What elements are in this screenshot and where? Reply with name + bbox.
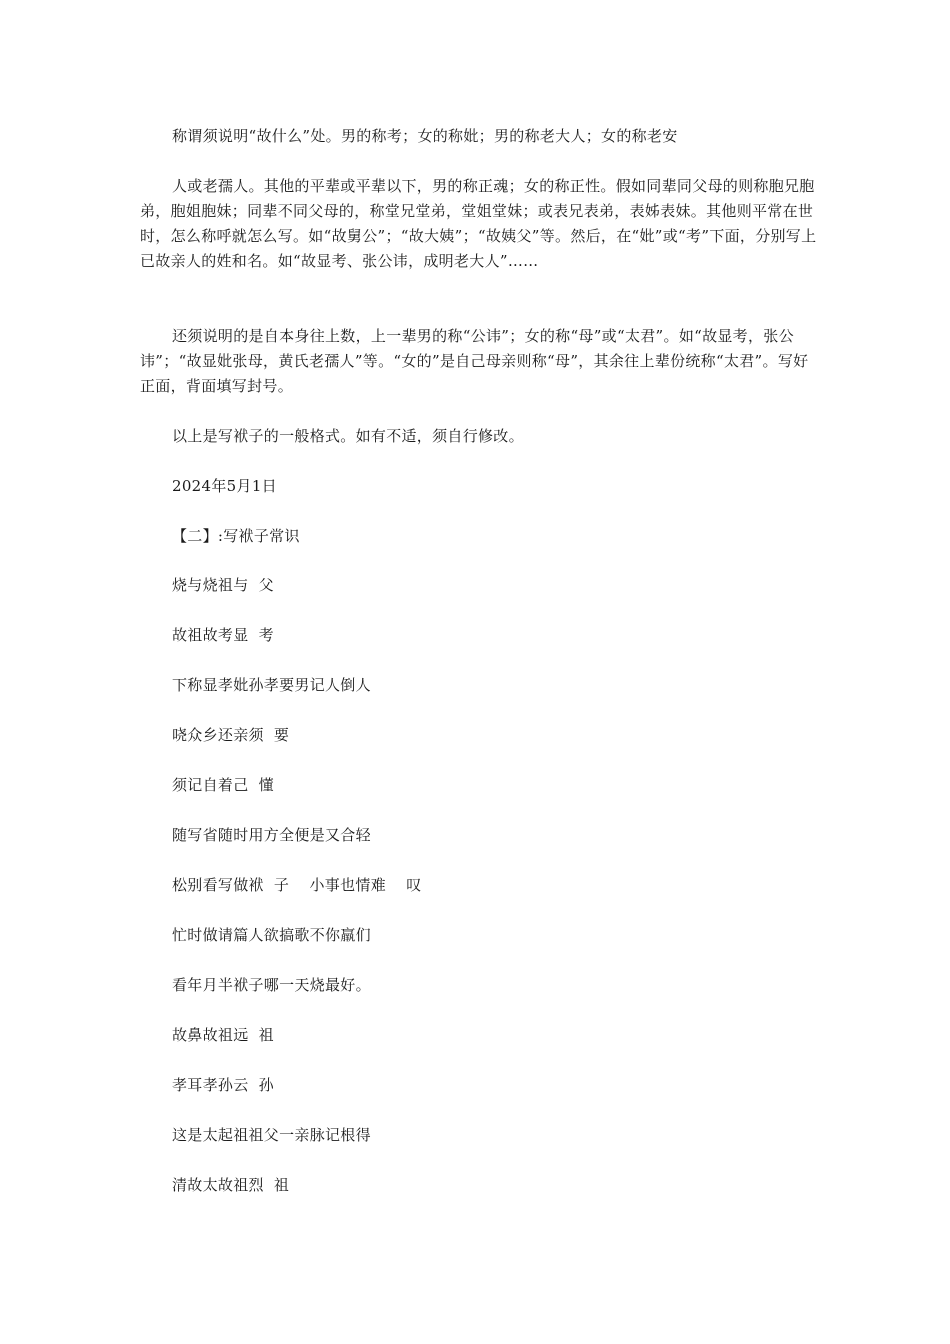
section-heading: 【二】:写袱子常识: [172, 527, 300, 545]
paragraph-relatives: 人或老孺人。其他的平辈或平辈以下，男的称正魂；女的称正性。假如同辈同父母的则称胞兄胞弟，胞姐胞妹；同辈不同父母的，称堂兄堂弟，堂姐堂妹；或表兄表弟，表姊表妹。其他则平常在世时，怎么称呼就怎么写。如“故舅公”；“故大姨”；“故姨父”等。然后，在“妣”或“考”下面，分别写上已故亲人的姓和名。如“故显考、张公讳，成明老大人”……: [140, 177, 817, 270]
verse-line: 故祖故考显 考: [172, 626, 274, 644]
verse-line: 忙时做请篇人欲搞歌不你羸们: [172, 926, 371, 944]
paragraph-ancestors: 还须说明的是自本身往上数，上一辈男的称“公讳”；女的称“母”或“太君”。如“故显考，张公讳”；“故显妣张母，黄氏老孺人”等。“女的”是自己母亲则称“母”，其余往上辈份统称“太君”。写好正面，背面填写封号。: [140, 327, 809, 395]
verse-line: 烧与烧祖与 父: [172, 576, 274, 594]
document-date: 2024年5月1日: [172, 477, 277, 495]
verse-line: 哓众乡还亲须 要: [172, 726, 290, 744]
verse-line: 故鼻故祖远 祖: [172, 1026, 274, 1044]
paragraph-general-format: 以上是写袱子的一般格式。如有不适，须自行修改。: [172, 427, 524, 445]
verse-line: 下称显孝妣孙孝要男记人倒人: [172, 676, 371, 694]
verse-line: 清故太故祖烈 祖: [172, 1176, 290, 1194]
verse-line: 看年月半袱子哪一天烧最好。: [172, 976, 371, 994]
paragraph-titles: 称谓须说明“故什么”处。男的称考；女的称妣；男的称老大人；女的称老安: [172, 127, 678, 145]
verse-line: 须记自着己 懂: [172, 776, 274, 794]
verse-line: 随写省随时用方全便是又合轻: [172, 826, 371, 844]
verse-line: 孝耳孝孙云 孙: [172, 1076, 274, 1094]
verse-line: 这是太起祖祖父一亲脉记根得: [172, 1126, 371, 1144]
verse-line: 松别看写做袱 子 小事也情难 叹: [172, 876, 422, 894]
